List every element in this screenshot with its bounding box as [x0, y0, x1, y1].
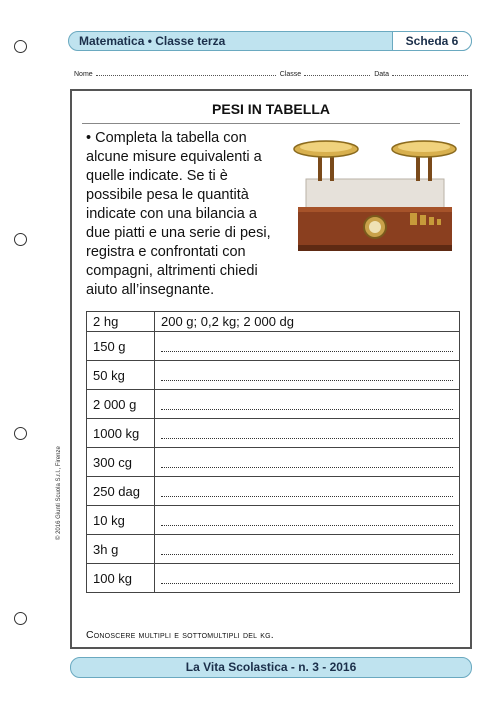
table-row	[87, 448, 460, 477]
equivalent-measures-cell[interactable]	[155, 506, 460, 535]
answer-line[interactable]	[161, 516, 453, 526]
answer-line[interactable]	[161, 400, 453, 410]
binder-hole-1	[14, 40, 27, 53]
exercise-card	[70, 89, 472, 649]
answer-line[interactable]	[161, 458, 453, 468]
equivalent-measures-cell[interactable]	[155, 564, 460, 593]
equivalent-measures-cell: 200 g; 0,2 kg; 2 000 dg	[155, 312, 460, 332]
quantity-cell: 250 dag	[87, 477, 155, 506]
answer-line[interactable]	[161, 429, 453, 439]
copyright-credit: © 2016 Giunti Scuola S.r.l., Firenze	[56, 446, 62, 540]
conversion-table	[86, 311, 460, 593]
table-row	[87, 312, 460, 332]
answer-line[interactable]	[161, 342, 453, 352]
date-label: Data	[374, 71, 389, 78]
equivalent-measures-cell[interactable]	[155, 448, 460, 477]
equivalent-measures-cell[interactable]	[155, 535, 460, 564]
quantity-cell: 3h g	[87, 535, 155, 564]
binder-hole-4	[14, 612, 27, 625]
header-bar	[68, 31, 472, 51]
quantity-cell: 2 hg	[87, 312, 155, 332]
name-field[interactable]	[96, 70, 276, 76]
sheet-number: Scheda 6	[392, 31, 472, 51]
table-row	[87, 332, 460, 361]
quantity-cell: 1000 kg	[87, 419, 155, 448]
date-field[interactable]	[392, 70, 468, 76]
equivalent-measures-cell[interactable]	[155, 419, 460, 448]
quantity-cell: 50 kg	[87, 361, 155, 390]
quantity-cell: 10 kg	[87, 506, 155, 535]
quantity-cell: 300 cg	[87, 448, 155, 477]
table-row	[87, 390, 460, 419]
quantity-cell: 100 kg	[87, 564, 155, 593]
quantity-cell: 150 g	[87, 332, 155, 361]
answer-line[interactable]	[161, 545, 453, 555]
equivalent-measures-cell[interactable]	[155, 332, 460, 361]
table-row	[87, 419, 460, 448]
binder-hole-3	[14, 427, 27, 440]
table-row	[87, 477, 460, 506]
equivalent-measures-cell[interactable]	[155, 477, 460, 506]
name-label: Nome	[74, 71, 93, 78]
table-row	[87, 506, 460, 535]
table-row	[87, 535, 460, 564]
footer-bar: La Vita Scolastica - n. 3 - 2016	[70, 657, 472, 678]
table-row	[87, 361, 460, 390]
table-row	[87, 564, 460, 593]
answer-line[interactable]	[161, 487, 453, 497]
exercise-instructions: • Completa la tabella con alcune misure equivalenti a quelle indicate. Se ti è possibile pesa le quantità indicate con una bilancia a due piatti e una serie di pesi, registra e confrontati con compagni, altrimenti chiedi aiuto all’insegnante.	[86, 130, 271, 298]
class-label: Classe	[279, 71, 302, 78]
binder-hole-2	[14, 233, 27, 246]
equivalent-measures-cell[interactable]	[155, 361, 460, 390]
class-field[interactable]	[304, 70, 370, 76]
subject-title: Matematica • Classe terza	[79, 34, 226, 48]
balance-scale-photo	[290, 135, 460, 261]
quantity-cell: 2 000 g	[87, 390, 155, 419]
answer-line[interactable]	[161, 371, 453, 381]
equivalent-measures-cell[interactable]	[155, 390, 460, 419]
student-fields	[74, 70, 472, 78]
answer-line[interactable]	[161, 574, 453, 584]
learning-goal: Conoscere multipli e sottomultipli del kg.	[86, 629, 274, 641]
exercise-title: PESI IN TABELLA	[72, 101, 470, 117]
